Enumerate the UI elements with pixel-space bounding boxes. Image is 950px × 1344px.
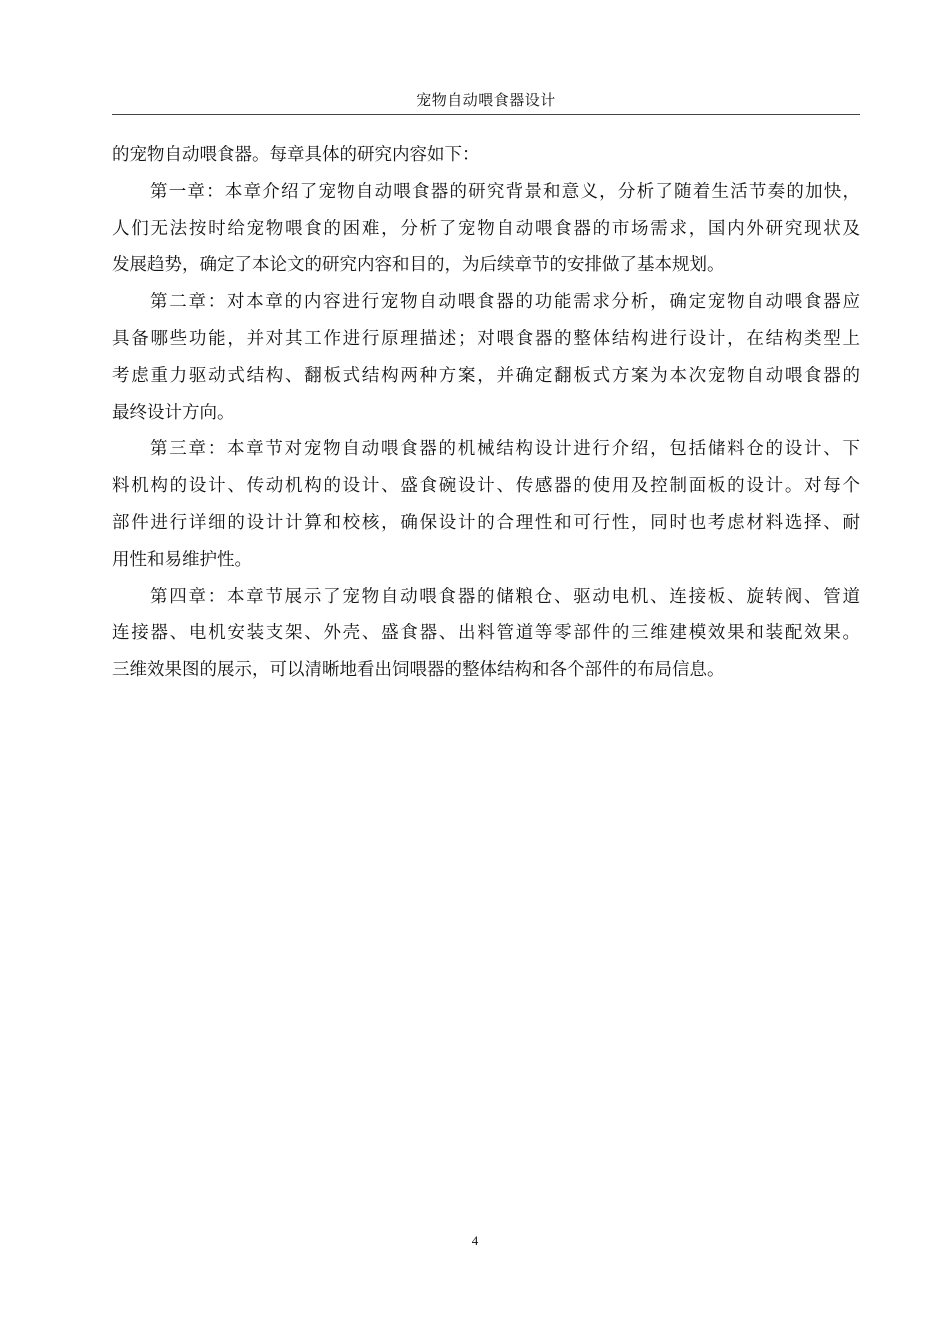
paragraph-chapter-1 <box>112 174 860 284</box>
text-line: 部件进行详细的设计计算和校核，确保设计的合理性和可行性，同时也考虑材料选择、耐 <box>112 512 860 533</box>
text-line: 发展趋势，确定了本论文的研究内容和目的，为后续章节的安排做了基本规划。 <box>112 255 725 276</box>
text-line: 考虑重力驱动式结构、翻板式结构两种方案，并确定翻板式方案为本次宠物自动喂食器的 <box>112 365 860 386</box>
text-line: 三维效果图的展示，可以清晰地看出饲喂器的整体结构和各个部件的布局信息。 <box>112 660 725 681</box>
paragraph-chapter-2 <box>112 284 860 431</box>
text-line: 料机构的设计、传动机构的设计、盛食碗设计、传感器的使用及控制面板的设计。对每个 <box>112 476 860 497</box>
page-header <box>112 86 860 115</box>
document-body <box>112 137 860 689</box>
text-line: 具备哪些功能，并对其工作进行原理描述；对喂食器的整体结构进行设计，在结构类型上 <box>112 328 860 349</box>
text-line: 人们无法按时给宠物喂食的困难，分析了宠物自动喂食器的市场需求，国内外研究现状及 <box>112 218 860 239</box>
paragraph-chapter-3 <box>112 431 860 578</box>
text-line: 连接器、电机安装支架、外壳、盛食器、出料管道等零部件的三维建模效果和装配效果。 <box>112 623 860 644</box>
text-line: 第四章：本章节展示了宠物自动喂食器的储粮仓、驱动电机、连接板、旋转阀、管道 <box>150 586 860 607</box>
text-line: 第一章：本章介绍了宠物自动喂食器的研究背景和意义，分析了随着生活节奏的加快， <box>150 181 860 202</box>
page-number: 4 <box>471 1233 479 1248</box>
header-title: 宠物自动喂食器设计 <box>416 91 556 109</box>
paragraph-chapter-4 <box>112 579 860 689</box>
text-line: 用性和易维护性。 <box>112 549 252 570</box>
text-line: 第二章：对本章的内容进行宠物自动喂食器的功能需求分析，确定宠物自动喂食器应 <box>150 292 860 313</box>
text-line: 第三章：本章节对宠物自动喂食器的机械结构设计进行介绍，包括储料仓的设计、下 <box>150 439 860 460</box>
text-line: 最终设计方向。 <box>112 402 235 423</box>
text-line: 的宠物自动喂食器。每章具体的研究内容如下： <box>112 145 480 165</box>
paragraph-intro-continuation <box>112 137 860 174</box>
